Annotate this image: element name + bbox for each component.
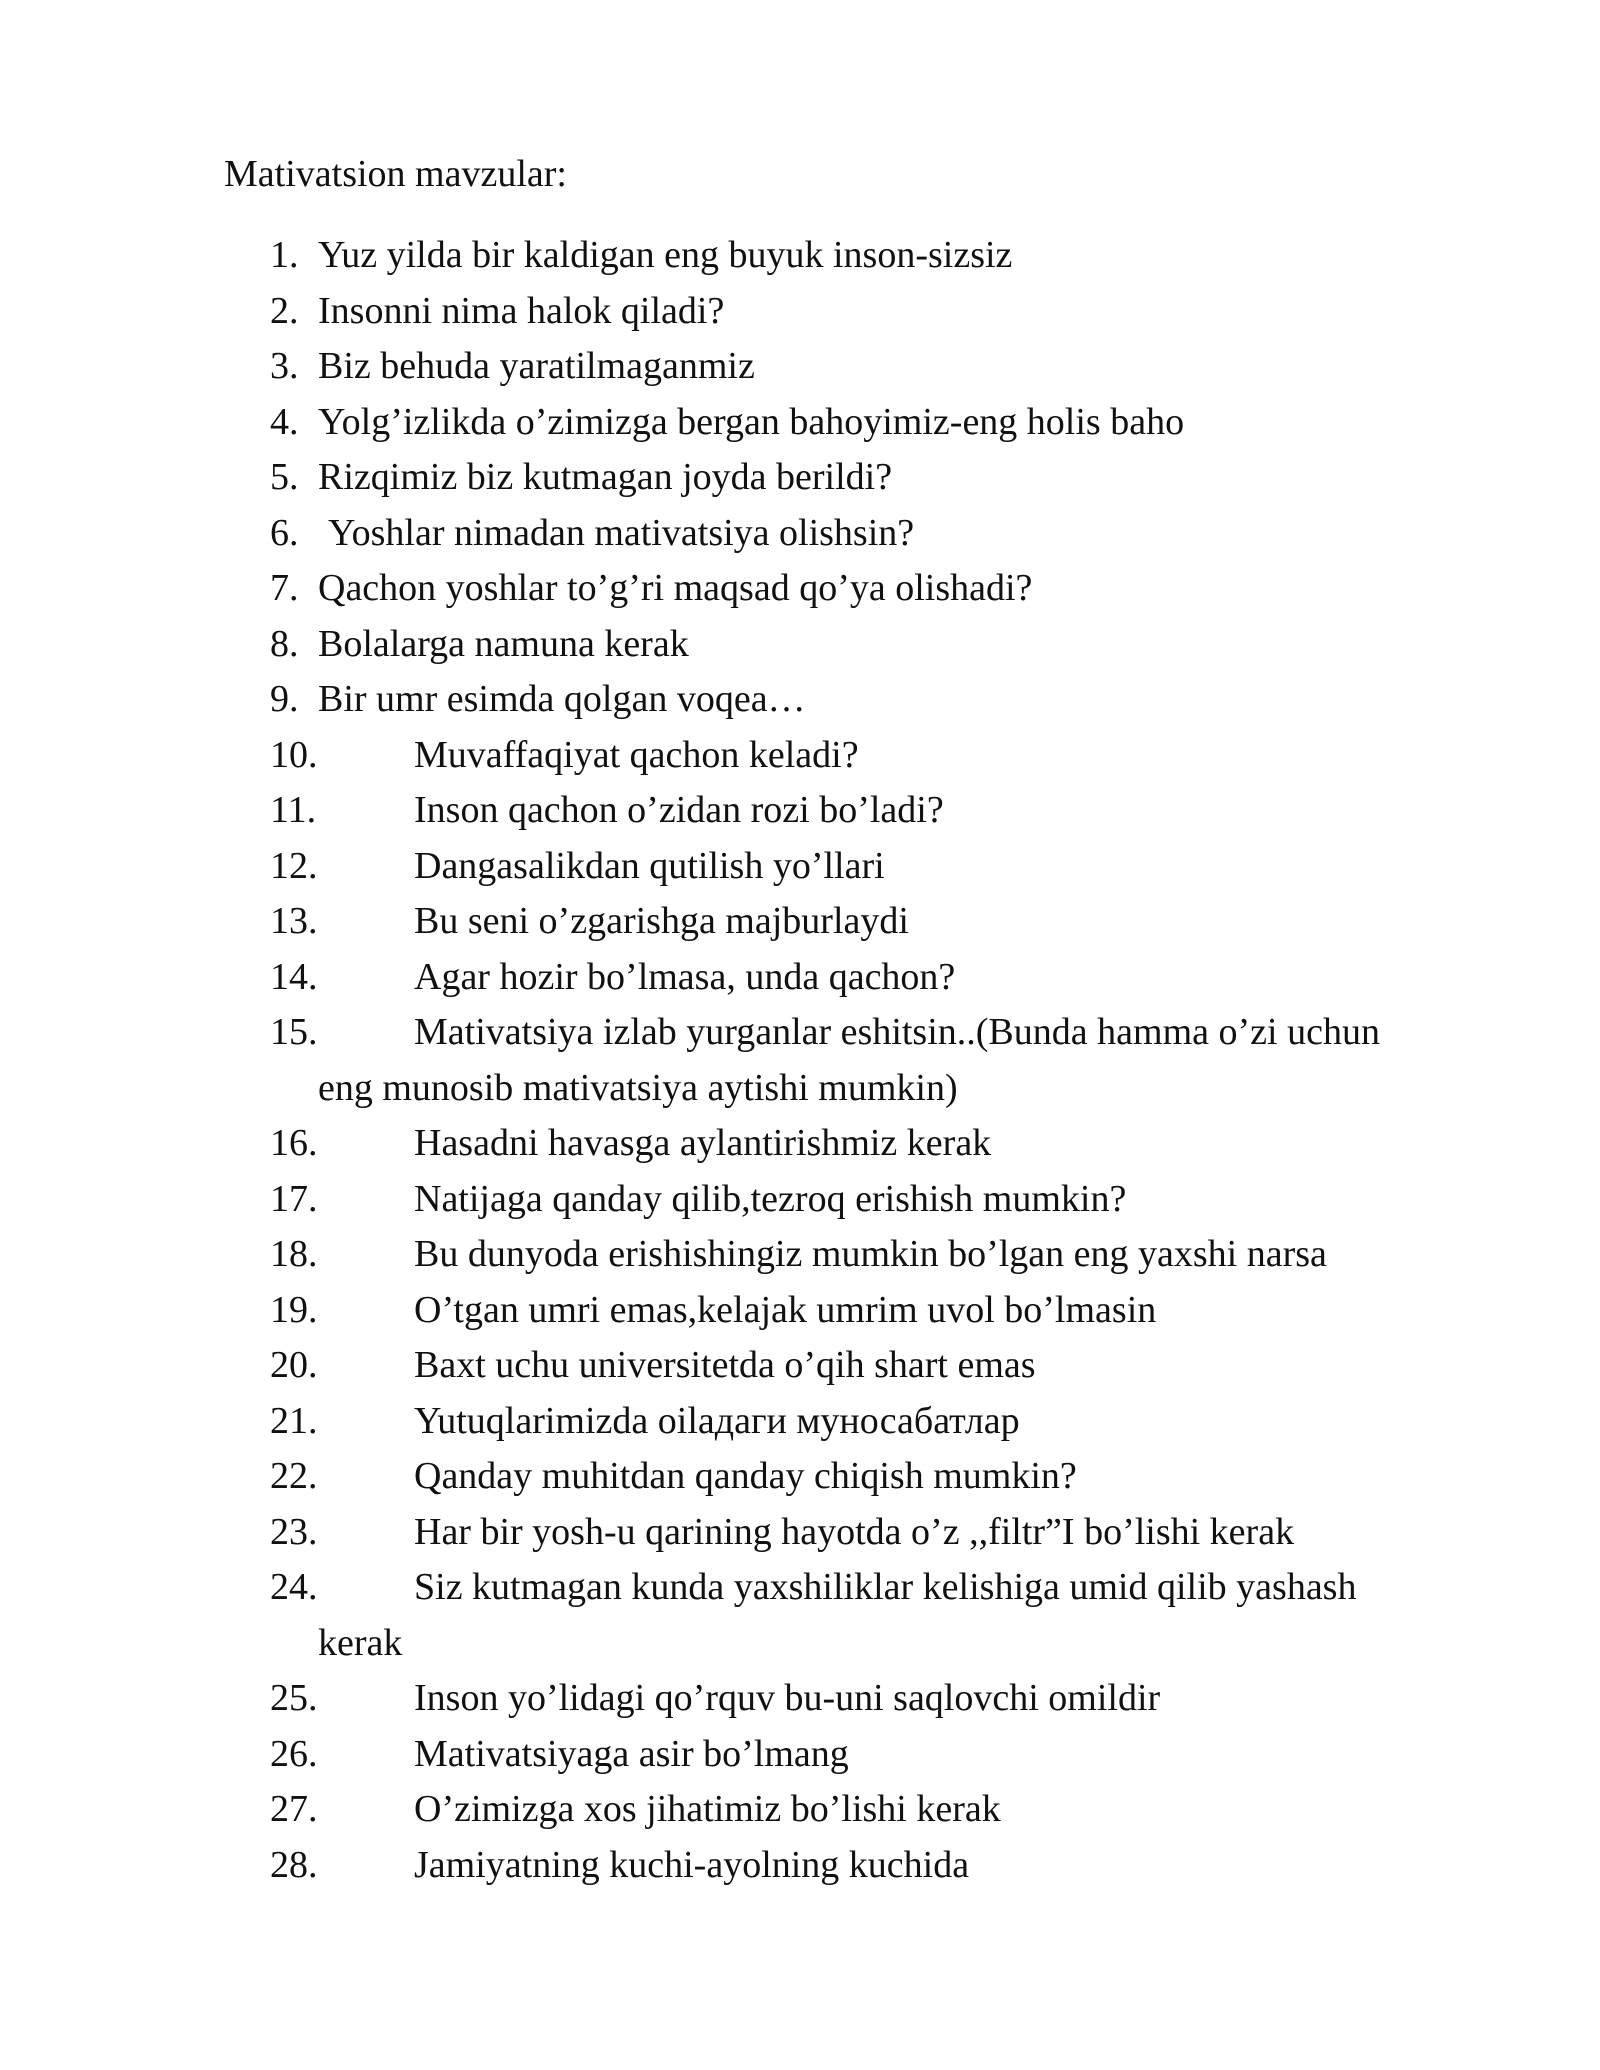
- topic-text: Insonni nima halok qiladi?: [318, 289, 725, 332]
- topic-text: Mativatsiyaga asir bo’lmang: [414, 1732, 849, 1775]
- topic-text: O’tgan umri emas,kelajak umrim uvol bo’lmasin: [414, 1288, 1157, 1331]
- topic-text: Bu seni o’zgarishga majburlaydi: [414, 900, 909, 942]
- topic-number: 27.: [270, 1788, 318, 1830]
- topic-number: 20.: [270, 1344, 318, 1386]
- topic-item: [0, 228, 1600, 284]
- topic-text: Bu dunyoda erishishingiz mumkin bo’lgan eng yaxshi narsa: [414, 1233, 1327, 1275]
- topic-item: [0, 1283, 1600, 1339]
- document-heading: Mativatsion mavzular:: [224, 153, 567, 195]
- topic-text: O’zimizga xos jihatimiz bo’lishi kerak: [414, 1788, 1001, 1830]
- topic-item: [0, 783, 1600, 839]
- topic-number: 9.: [270, 678, 299, 720]
- topic-item: [0, 1394, 1600, 1450]
- topic-number: 24.: [270, 1566, 318, 1608]
- topic-text: Inson qachon o’zidan rozi bo’ladi?: [414, 789, 944, 831]
- topic-item: [0, 1671, 1600, 1727]
- topic-number: 11.: [270, 789, 317, 831]
- topic-number: 5.: [270, 456, 299, 498]
- topic-item: [0, 284, 1600, 340]
- topic-item: [0, 894, 1600, 950]
- topic-number: 17.: [270, 1177, 318, 1220]
- topic-item: [0, 1227, 1600, 1283]
- topic-number: 1.: [270, 234, 299, 276]
- topic-item: [0, 1782, 1600, 1838]
- topic-item: [0, 1449, 1600, 1505]
- topic-item: [0, 1005, 1600, 1116]
- topic-item: [0, 1727, 1600, 1783]
- topic-text-continuation: kerak: [318, 1621, 403, 1664]
- topic-list: [0, 228, 1600, 1893]
- topic-text: Hasadni havasga aylantirishmiz kerak: [414, 1122, 992, 1164]
- topic-item: [0, 450, 1600, 506]
- topic-number: 21.: [270, 1399, 318, 1442]
- topic-number: 6.: [270, 511, 299, 554]
- topic-item: [0, 839, 1600, 895]
- topic-number: 10.: [270, 733, 318, 776]
- topic-item: [0, 339, 1600, 395]
- topic-text: Bir umr esimda qolgan voqea…: [318, 678, 806, 720]
- topic-text: Rizqimiz biz kutmagan joyda berildi?: [318, 456, 893, 498]
- topic-number: 23.: [270, 1510, 318, 1553]
- topic-item: [0, 1560, 1600, 1671]
- topic-number: 25.: [270, 1677, 318, 1719]
- topic-text: Biz behuda yaratilmaganmiz: [318, 345, 755, 387]
- topic-text: Yuz yilda bir kaldigan eng buyuk inson-sizsiz: [318, 234, 1013, 276]
- topic-item: [0, 395, 1600, 451]
- topic-number: 15.: [270, 1011, 318, 1053]
- topic-text: Har bir yosh-u qarining hayotda o’z ,,filtr”I bo’lishi kerak: [414, 1510, 1295, 1553]
- topic-number: 19.: [270, 1288, 318, 1331]
- topic-number: 26.: [270, 1732, 318, 1775]
- topic-text: Bolalarga namuna kerak: [318, 622, 689, 665]
- topic-text: Yolg’izlikda o’zimizga bergan bahoyimiz-eng holis baho: [318, 400, 1185, 443]
- topic-item: [0, 1838, 1600, 1894]
- topic-text: Qanday muhitdan qanday chiqish mumkin?: [414, 1455, 1077, 1497]
- topic-item: [0, 1505, 1600, 1561]
- topic-number: 28.: [270, 1843, 318, 1886]
- topic-text: Dangasalikdan qutilish yo’llari: [414, 844, 885, 887]
- topic-item: [0, 672, 1600, 728]
- topic-text-continuation: eng munosib mativatsiya aytishi mumkin): [318, 1066, 958, 1109]
- topic-text: Yoshlar nimadan mativatsiya olishsin?: [328, 511, 915, 554]
- topic-number: 16.: [270, 1122, 318, 1164]
- topic-text: Mativatsiya izlab yurganlar eshitsin..(Bunda hamma o’zi uchun: [414, 1011, 1380, 1053]
- topic-text: Siz kutmagan kunda yaxshiliklar kelishiga umid qilib yashash: [414, 1566, 1357, 1608]
- topic-item: [0, 617, 1600, 673]
- topic-item: [0, 506, 1600, 562]
- topic-text: Inson yo’lidagi qo’rquv bu-uni saqlovchi omildir: [414, 1677, 1161, 1719]
- topic-item: [0, 1116, 1600, 1172]
- topic-text: Qachon yoshlar to’g’ri maqsad qo’ya olishadi?: [318, 567, 1033, 609]
- topic-text: Baxt uchu universitetda o’qih shart emas: [414, 1344, 1036, 1386]
- topic-text: Jamiyatning kuchi-ayolning kuchida: [414, 1843, 970, 1886]
- topic-number: 12.: [270, 844, 318, 887]
- topic-item: [0, 561, 1600, 617]
- topic-number: 22.: [270, 1455, 318, 1497]
- topic-number: 2.: [270, 289, 299, 332]
- topic-number: 4.: [270, 400, 299, 443]
- topic-text: Muvaffaqiyat qachon keladi?: [414, 733, 859, 776]
- topic-number: 7.: [270, 567, 299, 609]
- topic-number: 18.: [270, 1233, 318, 1275]
- topic-text: Yutuqlarimizda oilaдаги муносабатлар: [414, 1399, 1020, 1442]
- topic-number: 13.: [270, 900, 318, 942]
- topic-text: Natijaga qanday qilib,tezroq erishish mumkin?: [414, 1177, 1127, 1220]
- topic-text: Agar hozir bo’lmasa, unda qachon?: [414, 955, 956, 998]
- topic-number: 3.: [270, 345, 299, 387]
- topic-item: [0, 1172, 1600, 1228]
- topic-number: 8.: [270, 622, 299, 665]
- topic-item: [0, 1338, 1600, 1394]
- topic-number: 14.: [270, 955, 318, 998]
- topic-item: [0, 728, 1600, 784]
- topic-item: [0, 950, 1600, 1006]
